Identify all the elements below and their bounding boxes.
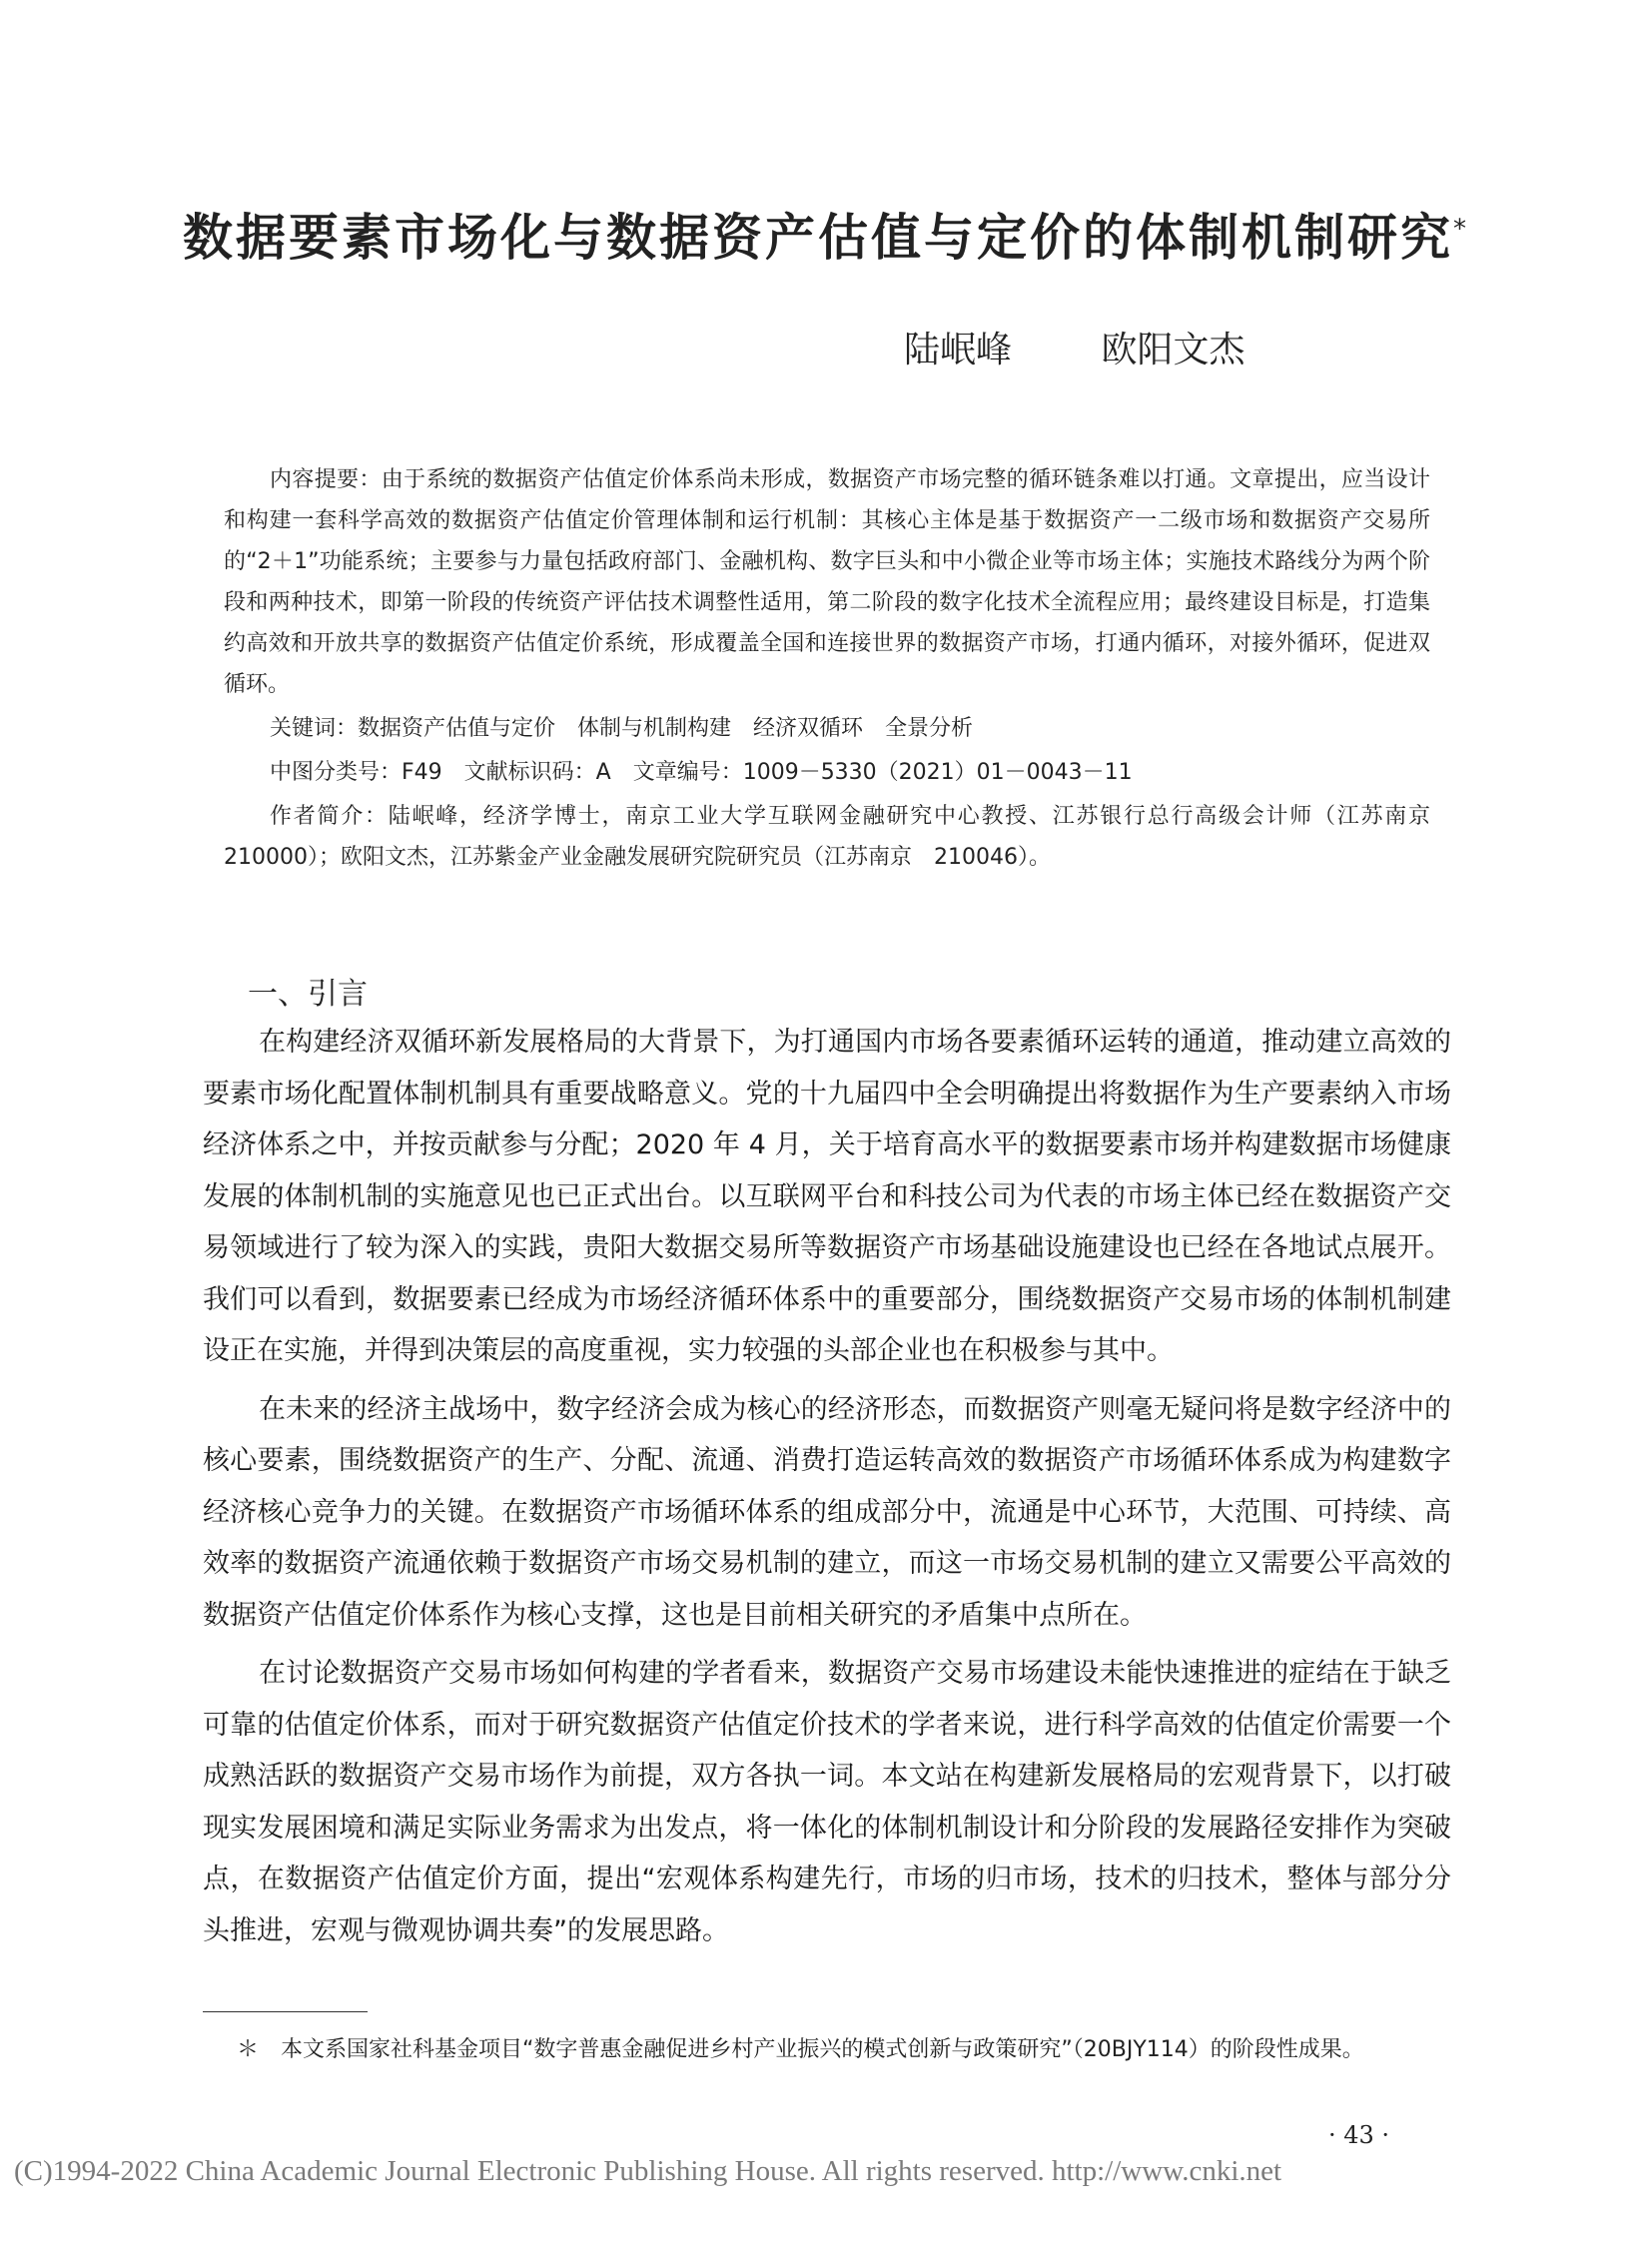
footnote-divider (203, 2011, 368, 2012)
footnote-text: ＊ 本文系国家社科基金项目“数字普惠金融促进乡村产业振兴的模式创新与政策研究”（20BJY114）的阶段性成果。 (237, 2037, 1364, 2062)
title-footnote-mark: * (1453, 214, 1469, 245)
classification-info: 中图分类号：F49 文献标识码：A 文章编号：1009－5330（2021）01－0043－11 (270, 760, 1133, 785)
section-heading: 一、引言 (248, 977, 368, 1012)
keywords: 关键词：数据资产估值与定价 体制与机制构建 经济双循环 全景分析 (270, 716, 974, 741)
copyright-notice: (C)1994-2022 China Academic Journal Electronic Publishing House. All rights reserved. http://www.cnki.net (14, 2155, 1282, 2187)
page-number: · 43 · (1328, 2121, 1390, 2149)
abstract: 内容提要：由于系统的数据资产估值定价体系尚未形成，数据资产市场完整的循环链条难以打通。文章提出，应当设计和构建一套科学高效的数据资产估值定价管理体制和运行机制：其核心主体是基于数据资产一二级市场和数据资产交易所的“2＋1”功能系统；主要参与力量包括政府部门、金融机构、数字巨头和中小微企业等市场主体；实施技术路线分为两个阶段和两种技术，即第一阶段的传统资产评估技术调整性适用，第二阶段的数字化技术全流程应用；最终建设目标是，打造集约高效和开放共享的数据资产估值定价系统，形成覆盖全国和连接世界的数据资产市场，打通内循环，对接外循环，促进双循环。 (224, 467, 1430, 697)
abstract-block (224, 459, 1453, 878)
author-intro: 作者简介：陆岷峰，经济学博士，南京工业大学互联网金融研究中心教授、江苏银行总行高级会计师（江苏南京 210000）；欧阳文杰，江苏紫金产业金融发展研究院研究员（江苏南京 210046）。 (224, 804, 1453, 870)
body-text (203, 1017, 1451, 1963)
paragraph-3: 在讨论数据资产交易市场如何构建的学者看来，数据资产交易市场建设未能快速推进的症结在于缺乏可靠的估值定价体系，而对于研究数据资产估值定价技术的学者来说，进行科学高效的估值定价需要一个成熟活跃的数据资产交易市场作为前提，双方各执一词。本文站在构建新发展格局的宏观背景下，以打破现实发展困境和满足实际业务需求为出发点，将一体化的体制机制设计和分阶段的发展路径安排作为突破点，在数据资产估值定价方面，提出“宏观体系构建先行，市场的归市场，技术的归技术，整体与部分分头推进，宏观与微观协调共奏”的发展思路。 (203, 1658, 1451, 1946)
footnote (203, 2031, 1451, 2069)
title-text: 数据要素市场化与数据资产估值与定价的体制机制研究 (183, 209, 1453, 267)
paper-title (0, 198, 1652, 270)
paragraph-1: 在构建经济双循环新发展格局的大背景下，为打通国内市场各要素循环运转的通道，推动建立高效的要素市场化配置体制机制具有重要战略意义。党的十九届四中全会明确提出将数据作为生产要素纳入市场经济体系之中，并按贡献参与分配；2020 年 4 月，关于培育高水平的数据要素市场并构建数据市场健康发展的体制机制的实施意见也已正式出台。以互联网平台和科技公司为代表的市场主体已经在数据资产交易领域进行了较为深入的实践，贵阳大数据交易所等数据资产市场基础设施建设也已经在各地试点展开。我们可以看到，数据要素已经成为市场经济循环体系中的重要部分，围绕数据资产交易市场的体制机制建设正在实施，并得到决策层的高度重视，实力较强的头部企业也在积极参与其中。 (203, 1027, 1451, 1366)
paragraph-2: 在未来的经济主战场中，数字经济会成为核心的经济形态，而数据资产则毫无疑问将是数字经济中的核心要素，围绕数据资产的生产、分配、流通、消费打造运转高效的数据资产市场循环体系成为构建数字经济核心竞争力的关键。在数据资产市场循环体系的组成部分中，流通是中心环节，大范围、可持续、高效率的数据资产流通依赖于数据资产市场交易机制的建立，而这一市场交易机制的建立又需要公平高效的数据资产估值定价体系作为核心支撑，这也是目前相关研究的矛盾集中点所在。 (203, 1393, 1451, 1631)
author-1: 陆岷峰 (904, 330, 1013, 371)
author-2: 欧阳文杰 (1101, 330, 1245, 371)
author-line (904, 322, 1244, 373)
